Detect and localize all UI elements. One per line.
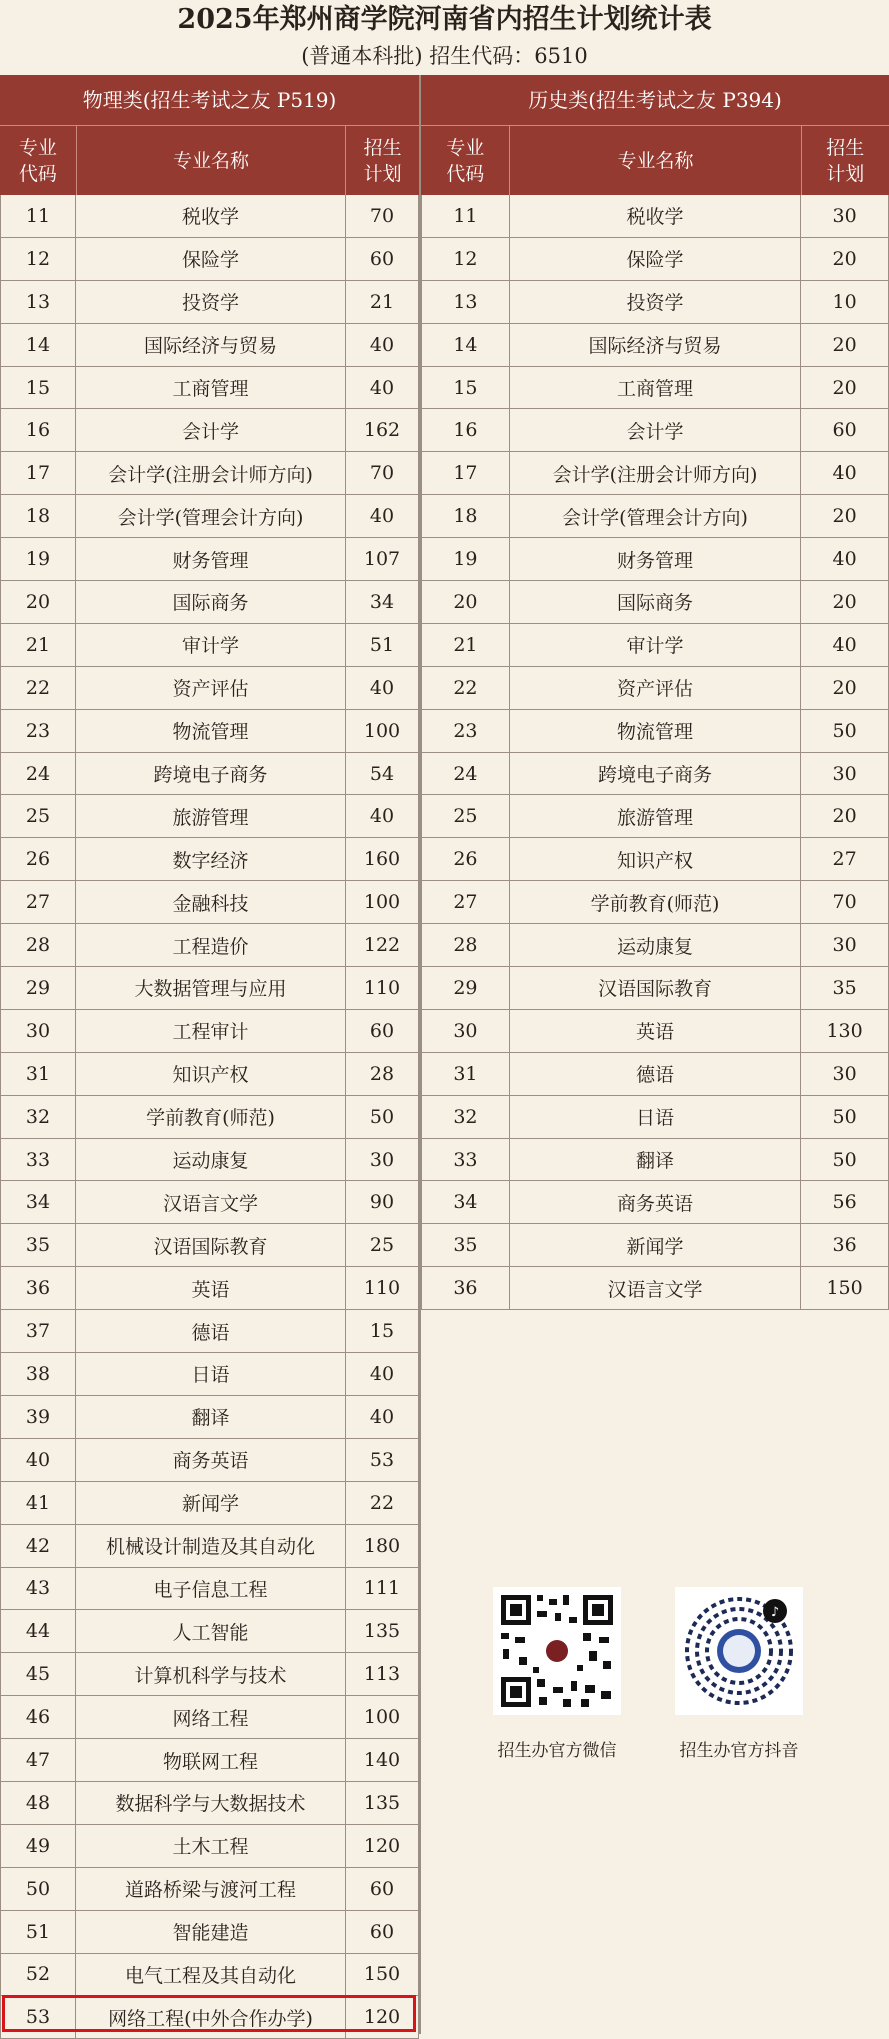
history-major-name: 财务管理 [510,538,801,580]
wechat-qr-code [493,1587,621,1715]
physics-major-code: 21 [0,624,76,666]
history-plan-count: 30 [801,924,889,966]
physics-major-code: 48 [0,1782,76,1824]
physics-major-code: 25 [0,795,76,837]
physics-table-row [0,1010,419,1053]
physics-major-name: 人工智能 [76,1610,346,1652]
history-major-code: 28 [421,924,510,966]
history-table-row [421,409,889,452]
history-major-code: 19 [421,538,510,580]
physics-major-code: 32 [0,1096,76,1138]
physics-plan-count: 60 [346,1010,419,1052]
history-major-code: 25 [421,795,510,837]
physics-table-row [0,409,419,452]
physics-category-title: 物理类(招生考试之友 P519) [0,75,419,126]
physics-table-row [0,1739,419,1782]
history-table-row [421,753,889,796]
history-major-name: 汉语言文学 [510,1267,801,1309]
physics-major-name: 翻译 [76,1396,346,1438]
physics-plan-count: 50 [346,1096,419,1138]
physics-table-row [0,1911,419,1954]
physics-major-name: 智能建造 [76,1911,346,1953]
physics-plan-count: 40 [346,1353,419,1395]
history-major-code: 33 [421,1139,510,1181]
physics-major-name: 跨境电子商务 [76,753,346,795]
history-table-row [421,967,889,1010]
history-table-row [421,238,889,281]
physics-table-row [0,1310,419,1353]
physics-major-name: 知识产权 [76,1053,346,1095]
physics-plan-count: 34 [346,581,419,623]
history-major-name: 投资学 [510,281,801,323]
physics-major-code: 41 [0,1482,76,1524]
physics-major-name: 审计学 [76,624,346,666]
physics-table-row [0,1482,419,1525]
physics-plan-count: 135 [346,1610,419,1652]
history-major-name: 跨境电子商务 [510,753,801,795]
history-plan-count: 20 [801,238,889,280]
physics-major-name: 会计学(管理会计方向) [76,495,346,537]
physics-plan-count: 30 [346,1139,419,1181]
physics-major-name: 电子信息工程 [76,1568,346,1610]
physics-major-name: 财务管理 [76,538,346,580]
physics-plan-count: 100 [346,1696,419,1738]
physics-major-code: 22 [0,667,76,709]
history-major-name: 国际商务 [510,581,801,623]
history-major-name: 会计学(管理会计方向) [510,495,801,537]
physics-major-name: 商务英语 [76,1439,346,1481]
physics-table-row [0,538,419,581]
physics-plan-count: 54 [346,753,419,795]
history-table-row [421,710,889,753]
physics-major-name: 德语 [76,1310,346,1352]
physics-major-code: 15 [0,367,76,409]
physics-table-row [0,1696,419,1739]
physics-plan-count: 70 [346,452,419,494]
physics-plan-count: 53 [346,1439,419,1481]
physics-table-row [0,1525,419,1568]
history-major-code: 26 [421,838,510,880]
physics-major-code: 18 [0,495,76,537]
column-divider [419,75,421,2034]
history-major-code: 32 [421,1096,510,1138]
wechat-caption: 招生办官方微信 [497,1741,617,1761]
physics-major-name: 数据科学与大数据技术 [76,1782,346,1824]
history-major-name: 物流管理 [510,710,801,752]
physics-plan-count: 113 [346,1653,419,1695]
physics-major-code: 47 [0,1739,76,1781]
physics-major-code: 38 [0,1353,76,1395]
physics-major-code: 37 [0,1310,76,1352]
history-table [421,195,889,1310]
history-major-code: 27 [421,881,510,923]
physics-table-row [0,967,419,1010]
history-major-name: 会计学 [510,409,801,451]
history-major-name: 资产评估 [510,667,801,709]
history-plan-count: 20 [801,795,889,837]
physics-major-name: 道路桥梁与渡河工程 [76,1868,346,1910]
physics-major-name: 工程审计 [76,1010,346,1052]
physics-plan-count: 111 [346,1568,419,1610]
physics-major-code: 50 [0,1868,76,1910]
history-table-row [421,881,889,924]
douyin-caption: 招生办官方抖音 [679,1741,799,1761]
history-major-name: 学前教育(师范) [510,881,801,923]
physics-major-name: 新闻学 [76,1482,346,1524]
history-table-row [421,838,889,881]
physics-table-row [0,1782,419,1825]
highlight-box [2,1995,416,2032]
physics-plan-count: 21 [346,281,419,323]
physics-major-code: 44 [0,1610,76,1652]
physics-table-row [0,1224,419,1267]
physics-major-name: 资产评估 [76,667,346,709]
physics-major-code: 23 [0,710,76,752]
physics-table-row [0,1825,419,1868]
physics-plan-count: 60 [346,238,419,280]
history-major-code: 34 [421,1181,510,1223]
physics-table-row [0,581,419,624]
physics-major-name: 工程造价 [76,924,346,966]
physics-table-row [0,324,419,367]
physics-plan-count: 40 [346,795,419,837]
history-plan-count: 35 [801,967,889,1009]
douyin-qr-icon [675,1587,803,1715]
history-major-code: 14 [421,324,510,366]
history-table-row [421,452,889,495]
history-table-row [421,538,889,581]
physics-major-name: 税收学 [76,195,346,237]
physics-plan-count: 120 [346,1825,419,1867]
history-table-row [421,924,889,967]
physics-major-code: 14 [0,324,76,366]
physics-table-row [0,881,419,924]
physics-plan-count: 100 [346,881,419,923]
physics-major-code: 34 [0,1181,76,1223]
physics-table-row [0,924,419,967]
history-plan-count: 20 [801,581,889,623]
physics-major-name: 会计学 [76,409,346,451]
physics-major-name: 工商管理 [76,367,346,409]
physics-plan-count: 40 [346,367,419,409]
physics-table-row [0,710,419,753]
history-table-row [421,495,889,538]
history-major-code: 21 [421,624,510,666]
history-table-row [421,1224,889,1267]
history-major-name: 工商管理 [510,367,801,409]
history-major-name: 翻译 [510,1139,801,1181]
history-plan-count: 30 [801,195,889,237]
history-major-name: 日语 [510,1096,801,1138]
physics-major-name: 旅游管理 [76,795,346,837]
history-major-name: 会计学(注册会计师方向) [510,452,801,494]
physics-major-name: 大数据管理与应用 [76,967,346,1009]
physics-major-name: 英语 [76,1267,346,1309]
history-table-row [421,581,889,624]
history-major-code: 36 [421,1267,510,1309]
physics-major-code: 17 [0,452,76,494]
physics-plan-count: 60 [346,1911,419,1953]
physics-major-code: 24 [0,753,76,795]
physics-plan-count: 40 [346,667,419,709]
physics-col-code: 专业 代码 [0,126,77,195]
physics-plan-count: 150 [346,1954,419,1996]
history-plan-count: 50 [801,710,889,752]
history-table-row [421,195,889,238]
history-major-code: 16 [421,409,510,451]
history-major-code: 18 [421,495,510,537]
physics-table-row [0,795,419,838]
physics-major-code: 49 [0,1825,76,1867]
physics-plan-count: 40 [346,1396,419,1438]
physics-major-code: 39 [0,1396,76,1438]
history-major-code: 23 [421,710,510,752]
physics-major-code: 35 [0,1224,76,1266]
physics-major-code: 53 [0,1996,76,2038]
physics-major-code: 43 [0,1568,76,1610]
physics-major-name: 国际商务 [76,581,346,623]
physics-table-row [0,238,419,281]
physics-major-code: 42 [0,1525,76,1567]
history-plan-count: 40 [801,538,889,580]
physics-major-code: 33 [0,1139,76,1181]
history-major-name: 运动康复 [510,924,801,966]
physics-major-name: 学前教育(师范) [76,1096,346,1138]
physics-table-row [0,495,419,538]
physics-major-name: 金融科技 [76,881,346,923]
physics-major-code: 16 [0,409,76,451]
physics-major-name: 电气工程及其自动化 [76,1954,346,1996]
history-table-row [421,667,889,710]
physics-major-code: 11 [0,195,76,237]
physics-table-row [0,1954,419,1997]
history-plan-count: 20 [801,324,889,366]
history-major-code: 20 [421,581,510,623]
physics-major-code: 12 [0,238,76,280]
history-plan-count: 40 [801,624,889,666]
physics-major-name: 物流管理 [76,710,346,752]
physics-table-row [0,667,419,710]
history-plan-count: 10 [801,281,889,323]
physics-table-row [0,624,419,667]
physics-major-code: 27 [0,881,76,923]
physics-major-code: 36 [0,1267,76,1309]
physics-major-code: 26 [0,838,76,880]
physics-col-plan: 招生 计划 [363,136,402,185]
history-plan-count: 30 [801,1053,889,1095]
physics-plan-count: 162 [346,409,419,451]
physics-table-row [0,1439,419,1482]
history-plan-count: 20 [801,495,889,537]
physics-plan-count: 22 [346,1482,419,1524]
history-major-name: 汉语国际教育 [510,967,801,1009]
history-plan-count: 20 [801,667,889,709]
history-major-code: 29 [421,967,510,1009]
history-plan-count: 30 [801,753,889,795]
physics-major-name: 计算机科学与技术 [76,1653,346,1695]
physics-plan-count: 15 [346,1310,419,1352]
history-major-name: 国际经济与贸易 [510,324,801,366]
physics-major-code: 19 [0,538,76,580]
physics-major-code: 51 [0,1911,76,1953]
page-title: 2025年郑州商学院河南省内招生计划统计表 [177,4,712,35]
physics-major-name: 日语 [76,1353,346,1395]
history-major-code: 22 [421,667,510,709]
physics-major-name: 汉语国际教育 [76,1224,346,1266]
physics-table-row [0,1610,419,1653]
physics-major-name: 会计学(注册会计师方向) [76,452,346,494]
history-table-row [421,281,889,324]
physics-major-code: 20 [0,581,76,623]
physics-major-name: 物联网工程 [76,1739,346,1781]
history-major-name: 商务英语 [510,1181,801,1223]
physics-major-code: 46 [0,1696,76,1738]
history-major-name: 知识产权 [510,838,801,880]
page-subtitle: (普通本科批) 招生代码：6510 [301,44,588,68]
physics-table-row [0,1653,419,1696]
history-plan-count: 56 [801,1181,889,1223]
history-major-code: 15 [421,367,510,409]
physics-major-code: 30 [0,1010,76,1052]
history-table-row [421,324,889,367]
physics-major-name: 国际经济与贸易 [76,324,346,366]
physics-plan-count: 70 [346,195,419,237]
physics-major-code: 45 [0,1653,76,1695]
history-plan-count: 50 [801,1096,889,1138]
physics-table-row [0,1096,419,1139]
history-plan-count: 60 [801,409,889,451]
history-table-row [421,367,889,410]
history-plan-count: 27 [801,838,889,880]
physics-major-name: 投资学 [76,281,346,323]
physics-plan-count: 140 [346,1739,419,1781]
history-table-row [421,624,889,667]
history-table-row [421,795,889,838]
physics-table-row [0,195,419,238]
svg-text:♪: ♪ [770,1605,780,1620]
physics-table-row [0,1267,419,1310]
physics-plan-count: 60 [346,1868,419,1910]
physics-table-row [0,753,419,796]
physics-plan-count: 122 [346,924,419,966]
physics-table-row [0,1568,419,1611]
physics-plan-count: 107 [346,538,419,580]
physics-table-row [0,838,419,881]
history-major-code: 17 [421,452,510,494]
history-category-title: 历史类(招生考试之友 P394) [421,75,889,126]
history-plan-count: 130 [801,1010,889,1052]
physics-header [0,75,419,195]
history-table-row [421,1181,889,1224]
history-table-row [421,1139,889,1182]
wechat-qr-icon [493,1587,621,1715]
physics-major-name: 机械设计制造及其自动化 [76,1525,346,1567]
physics-plan-count: 90 [346,1181,419,1223]
physics-major-name: 网络工程(中外合作办学) [76,1996,346,2038]
physics-major-name: 数字经济 [76,838,346,880]
physics-plan-count: 100 [346,710,419,752]
physics-plan-count: 120 [346,1996,419,2038]
physics-plan-count: 25 [346,1224,419,1266]
physics-plan-count: 180 [346,1525,419,1567]
physics-table-row [0,1139,419,1182]
physics-table-row [0,1181,419,1224]
history-plan-count: 50 [801,1139,889,1181]
history-table-row [421,1053,889,1096]
history-major-name: 审计学 [510,624,801,666]
physics-major-name: 运动康复 [76,1139,346,1181]
physics-table-row [0,1868,419,1911]
history-major-name: 税收学 [510,195,801,237]
physics-col-name: 专业名称 [77,126,347,195]
physics-plan-count: 135 [346,1782,419,1824]
physics-plan-count: 28 [346,1053,419,1095]
history-plan-count: 150 [801,1267,889,1309]
history-major-code: 12 [421,238,510,280]
physics-major-name: 汉语言文学 [76,1181,346,1223]
history-col-plan: 招生 计划 [826,136,865,185]
physics-table-row [0,452,419,495]
history-plan-count: 70 [801,881,889,923]
douyin-qr-code [675,1587,803,1715]
physics-table-row [0,1396,419,1439]
physics-major-name: 网络工程 [76,1696,346,1738]
physics-table-row [0,1353,419,1396]
physics-plan-count: 40 [346,324,419,366]
history-major-code: 13 [421,281,510,323]
history-major-code: 30 [421,1010,510,1052]
physics-table [0,195,419,2039]
physics-plan-count: 110 [346,1267,419,1309]
history-major-code: 11 [421,195,510,237]
history-plan-count: 36 [801,1224,889,1266]
history-major-name: 英语 [510,1010,801,1052]
history-major-name: 旅游管理 [510,795,801,837]
physics-plan-count: 110 [346,967,419,1009]
physics-table-row [0,1053,419,1096]
history-col-code: 专业 代码 [421,126,510,195]
history-major-code: 24 [421,753,510,795]
physics-major-code: 52 [0,1954,76,1996]
physics-major-code: 31 [0,1053,76,1095]
history-table-row [421,1010,889,1053]
history-major-name: 新闻学 [510,1224,801,1266]
physics-major-code: 28 [0,924,76,966]
history-major-name: 保险学 [510,238,801,280]
physics-table-row [0,281,419,324]
physics-major-name: 保险学 [76,238,346,280]
history-plan-count: 20 [801,367,889,409]
history-table-row [421,1267,889,1310]
history-header [421,75,889,195]
history-major-code: 31 [421,1053,510,1095]
physics-plan-count: 51 [346,624,419,666]
history-col-name: 专业名称 [510,126,801,195]
history-major-code: 35 [421,1224,510,1266]
history-table-row [421,1096,889,1139]
history-plan-count: 40 [801,452,889,494]
physics-major-name: 土木工程 [76,1825,346,1867]
history-major-name: 德语 [510,1053,801,1095]
physics-table-row [0,367,419,410]
physics-major-code: 13 [0,281,76,323]
physics-plan-count: 160 [346,838,419,880]
physics-major-code: 40 [0,1439,76,1481]
physics-plan-count: 40 [346,495,419,537]
physics-major-code: 29 [0,967,76,1009]
